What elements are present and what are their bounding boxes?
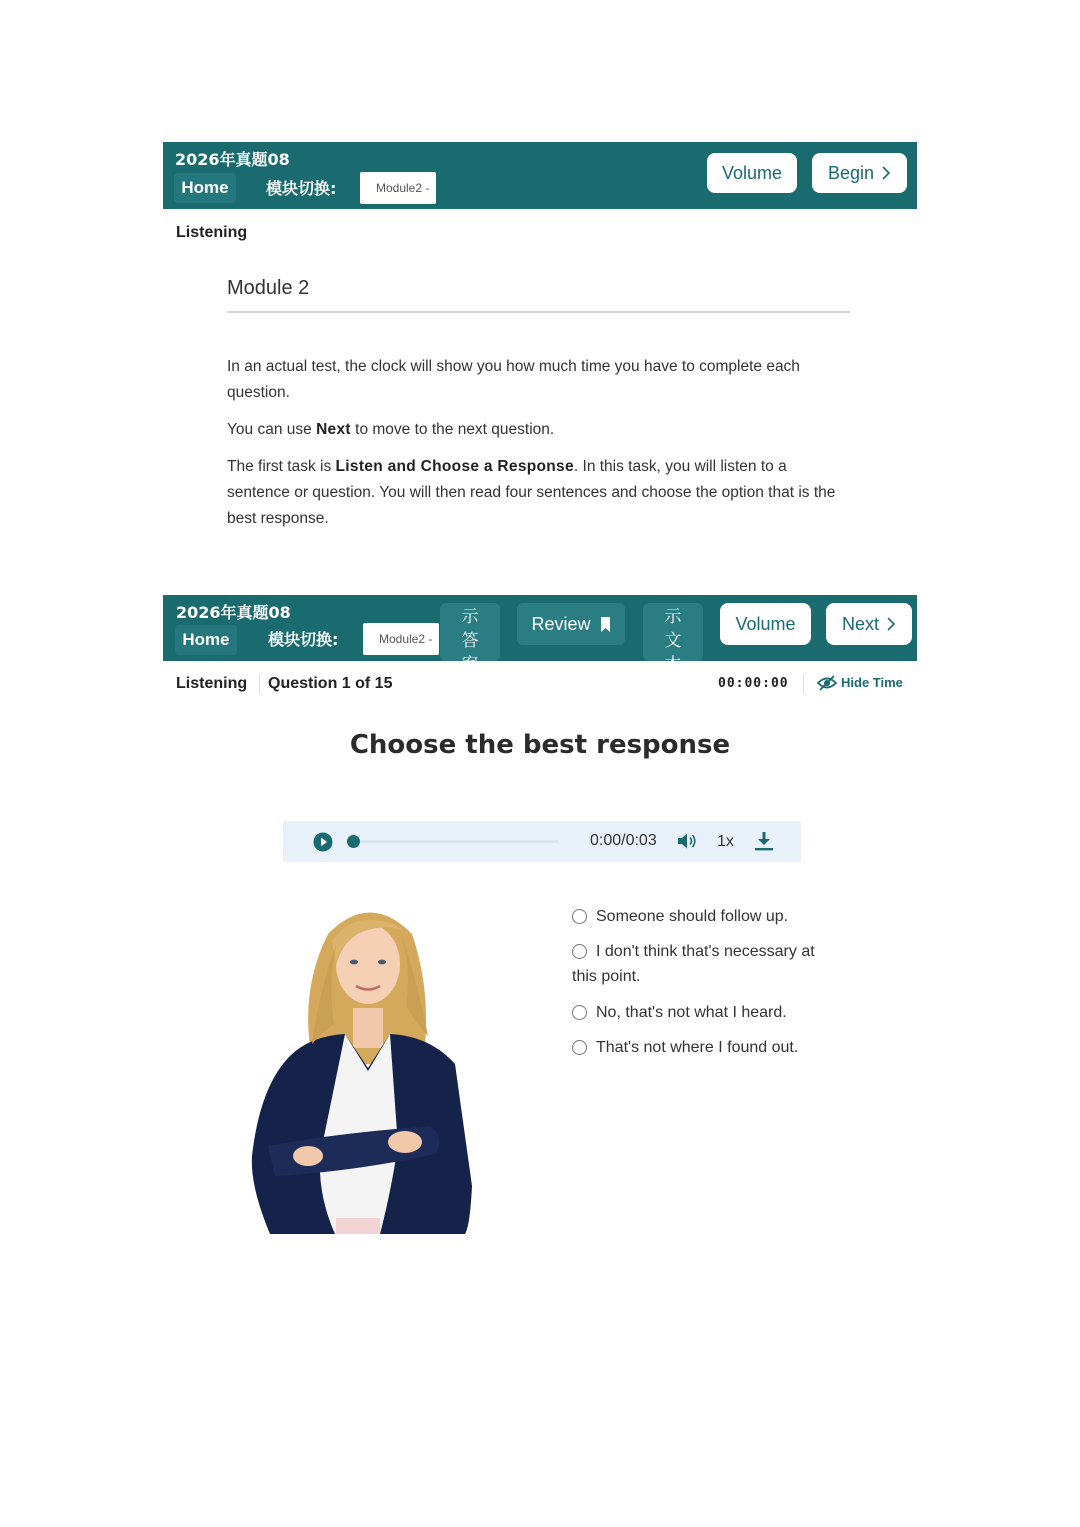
answer-option[interactable] [572,1035,837,1060]
intro-paragraph-3 [227,454,852,532]
speaker-photo [240,896,480,1238]
show-answer-label: 示答案 [461,607,479,675]
show-answer-button[interactable] [440,603,500,675]
module-heading: Module 2 [227,277,310,299]
answer-option[interactable] [572,904,837,929]
play-icon[interactable] [313,832,333,852]
hide-time-label: Hide Time [841,675,903,690]
question-counter: Question 1 of 15 [268,675,393,692]
begin-button[interactable] [812,153,907,193]
heading-divider [227,311,850,313]
show-transcript-button[interactable] [643,603,703,675]
volume-button[interactable] [720,603,811,645]
answer-option[interactable] [572,1000,837,1025]
chevron-right-icon [881,166,891,180]
eye-slash-icon [817,675,837,691]
exam-title: 2026年真题08 [175,150,290,169]
divider [259,674,260,694]
section-label: Listening [176,224,248,241]
home-button[interactable]: Home [175,625,237,655]
review-button[interactable] [517,603,625,645]
intro-text: to move to the next question. [350,421,555,438]
timer: 00:00:00 [718,676,789,691]
option-text: That's not where I found out. [596,1039,799,1056]
audio-progress-track[interactable] [353,840,558,843]
answer-option[interactable] [572,939,837,989]
option-text: I don't think that's necessary at this point. [572,943,815,985]
section-label: Listening [176,675,248,692]
intro-text: . In this task, you will listen to a sentence or question. You will then read four sentences and choose the option that is the best response. [227,458,836,527]
intro-paragraph-2 [227,417,852,443]
playback-speed[interactable]: 1x [717,833,734,850]
chevron-right-icon [886,617,896,631]
audio-progress-knob[interactable] [347,835,360,848]
intro-text: The first task is [227,458,336,475]
module-select[interactable]: Module2 - [363,623,439,655]
intro-paragraph-1: In an actual test, the clock will show you how much time you have to complete each question. [227,358,800,401]
bookmark-icon [600,617,611,632]
radio-button[interactable] [572,909,587,924]
volume-icon[interactable] [677,832,699,850]
audio-time: 0:00/0:03 [590,832,657,849]
option-text: No, that's not what I heard. [596,1004,787,1021]
module-select[interactable]: Module2 - [360,172,436,204]
exam-title: 2026年真题08 [176,603,291,622]
review-button-label: Review [531,614,591,634]
intro-bold-task: Listen and Choose a Response [335,458,574,475]
module-switch-label: 模块切换: [266,179,337,198]
top-bar [163,595,917,675]
next-button[interactable] [826,603,912,645]
hide-time-button[interactable] [817,675,903,691]
question-title: Choose the best response [349,730,731,760]
intro-text: You can use [227,421,317,438]
next-button-label: Next [841,614,879,634]
radio-button[interactable] [572,1005,587,1020]
volume-button[interactable] [707,153,797,193]
top-bar [163,142,917,209]
radio-button[interactable] [572,1040,587,1055]
divider [803,674,804,694]
volume-button-label: Volume [721,163,783,183]
show-transcript-label: 示文本 [664,607,682,675]
intro-bold-next: Next [316,421,351,438]
download-icon[interactable] [754,831,774,851]
home-button[interactable]: Home [174,173,236,203]
radio-button[interactable] [572,944,587,959]
volume-button-label: Volume [735,614,796,634]
module-switch-label: 模块切换: [268,630,339,649]
option-text: Someone should follow up. [596,908,789,925]
begin-button-label: Begin [827,163,875,183]
